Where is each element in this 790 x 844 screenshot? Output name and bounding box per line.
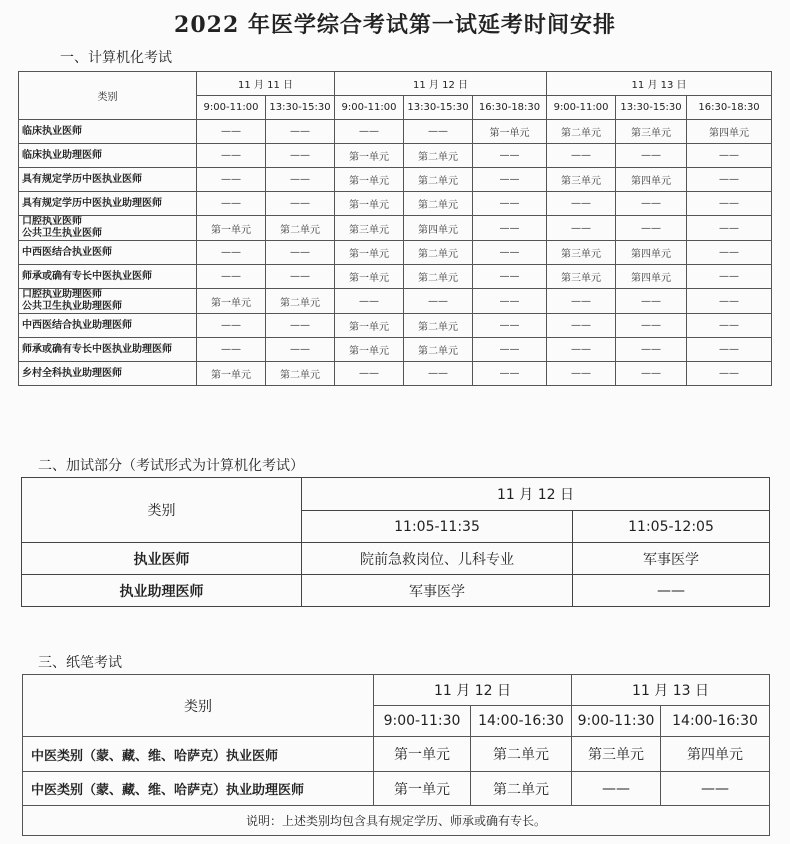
schedule-cell: 第一单元 bbox=[197, 216, 266, 241]
schedule-cell: —— bbox=[197, 338, 266, 362]
schedule-cell: —— bbox=[547, 289, 616, 314]
schedule-cell: 第一单元 bbox=[197, 362, 266, 386]
time-slot-header: 14:00-16:30 bbox=[471, 706, 572, 737]
schedule-cell: —— bbox=[197, 241, 266, 265]
section1-heading: 一、计算机化考试 bbox=[60, 50, 172, 66]
schedule-cell: —— bbox=[266, 168, 335, 192]
schedule-cell: —— bbox=[197, 120, 266, 144]
schedule-cell: 第一单元 bbox=[197, 289, 266, 314]
time-slot-header: 9:00-11:00 bbox=[197, 96, 266, 120]
schedule-cell: 第二单元 bbox=[266, 362, 335, 386]
schedule-cell: 第二单元 bbox=[471, 772, 572, 806]
table-row bbox=[22, 543, 770, 575]
computer-exam-table bbox=[18, 71, 772, 386]
schedule-cell: 第一单元 bbox=[335, 144, 404, 168]
category-cell bbox=[19, 120, 197, 144]
category-cell: 执业助理医师 bbox=[22, 575, 302, 607]
schedule-cell: —— bbox=[572, 772, 661, 806]
schedule-cell: —— bbox=[616, 216, 687, 241]
schedule-cell: —— bbox=[547, 144, 616, 168]
schedule-cell: —— bbox=[616, 289, 687, 314]
table-row bbox=[19, 216, 772, 241]
schedule-cell: —— bbox=[266, 144, 335, 168]
category-label: 中西医结合执业助理医师 bbox=[22, 319, 132, 331]
schedule-cell: —— bbox=[687, 241, 772, 265]
date-header: 11 月 12 日 bbox=[302, 478, 770, 511]
schedule-cell: —— bbox=[266, 120, 335, 144]
time-slot-header: 11:05-11:35 bbox=[302, 511, 573, 543]
date-header: 11 月 12 日 bbox=[374, 675, 572, 706]
date-header: 11 月 12 日 bbox=[335, 72, 547, 96]
schedule-cell: —— bbox=[197, 144, 266, 168]
schedule-cell: —— bbox=[547, 338, 616, 362]
footnote: 说明：上述类别均包含具有规定学历、师承或确有专长。 bbox=[23, 806, 770, 836]
table-row bbox=[19, 338, 772, 362]
schedule-cell: 第二单元 bbox=[404, 314, 473, 338]
schedule-cell: 第一单元 bbox=[335, 168, 404, 192]
schedule-cell: 第三单元 bbox=[572, 737, 661, 772]
category-cell bbox=[19, 362, 197, 386]
schedule-cell: 第二单元 bbox=[404, 168, 473, 192]
schedule-cell: —— bbox=[266, 192, 335, 216]
schedule-cell: —— bbox=[473, 168, 547, 192]
date-header: 11 月 11 日 bbox=[197, 72, 335, 96]
schedule-cell: 军事医学 bbox=[302, 575, 573, 607]
table-row bbox=[19, 144, 772, 168]
section3-heading: 三、纸笔考试 bbox=[38, 655, 122, 671]
category-cell: 中医类别（蒙、藏、维、哈萨克）执业助理医师 bbox=[23, 772, 374, 806]
time-slot-header: 14:00-16:30 bbox=[661, 706, 770, 737]
category-label: 公共卫生执业医师 bbox=[22, 228, 102, 239]
schedule-cell: —— bbox=[197, 168, 266, 192]
table-row bbox=[23, 737, 770, 772]
schedule-cell: —— bbox=[266, 265, 335, 289]
schedule-cell: —— bbox=[687, 216, 772, 241]
time-slot-header: 13:30-15:30 bbox=[616, 96, 687, 120]
time-slot-header: 11:05-12:05 bbox=[573, 511, 770, 543]
schedule-cell: —— bbox=[335, 289, 404, 314]
schedule-cell: —— bbox=[197, 314, 266, 338]
table-row bbox=[19, 192, 772, 216]
schedule-cell: 军事医学 bbox=[573, 543, 770, 575]
time-slot-header: 16:30-18:30 bbox=[687, 96, 772, 120]
time-slot-header: 16:30-18:30 bbox=[473, 96, 547, 120]
category-label: 临床执业医师 bbox=[22, 125, 82, 137]
paper-exam-table bbox=[22, 674, 770, 836]
schedule-cell: —— bbox=[473, 289, 547, 314]
category-label: 乡村全科执业助理医师 bbox=[22, 367, 122, 379]
schedule-cell: 第三单元 bbox=[547, 241, 616, 265]
schedule-cell: 第一单元 bbox=[374, 737, 471, 772]
schedule-cell: 第三单元 bbox=[547, 168, 616, 192]
table-row bbox=[19, 241, 772, 265]
category-cell bbox=[19, 192, 197, 216]
schedule-cell: 第四单元 bbox=[687, 120, 772, 144]
schedule-cell: —— bbox=[266, 338, 335, 362]
schedule-cell: 第三单元 bbox=[547, 265, 616, 289]
schedule-cell: —— bbox=[661, 772, 770, 806]
page-title: 2022 年医学综合考试第一试延考时间安排 bbox=[174, 12, 616, 38]
schedule-cell: 第二单元 bbox=[266, 216, 335, 241]
date-header: 11 月 13 日 bbox=[547, 72, 772, 96]
schedule-cell: —— bbox=[687, 265, 772, 289]
schedule-cell: —— bbox=[573, 575, 770, 607]
schedule-cell: 第二单元 bbox=[404, 144, 473, 168]
category-cell bbox=[19, 168, 197, 192]
schedule-cell: 第一单元 bbox=[335, 314, 404, 338]
schedule-cell: —— bbox=[687, 289, 772, 314]
table-row bbox=[19, 168, 772, 192]
category-label: 口腔执业医师 bbox=[22, 216, 82, 227]
category-label: 临床执业助理医师 bbox=[22, 149, 102, 161]
schedule-cell: 院前急救岗位、儿科专业 bbox=[302, 543, 573, 575]
schedule-cell: —— bbox=[687, 314, 772, 338]
time-slot-header: 13:30-15:30 bbox=[266, 96, 335, 120]
category-cell bbox=[19, 265, 197, 289]
schedule-cell: 第三单元 bbox=[335, 216, 404, 241]
table-row bbox=[19, 120, 772, 144]
table-row bbox=[19, 314, 772, 338]
category-cell bbox=[19, 289, 197, 314]
table-row bbox=[19, 265, 772, 289]
schedule-cell: 第四单元 bbox=[404, 216, 473, 241]
schedule-cell: 第四单元 bbox=[616, 265, 687, 289]
schedule-cell: 第二单元 bbox=[404, 338, 473, 362]
category-label: 具有规定学历中医执业助理医师 bbox=[22, 197, 162, 209]
schedule-cell: —— bbox=[687, 168, 772, 192]
table-row bbox=[19, 289, 772, 314]
schedule-cell: —— bbox=[404, 120, 473, 144]
schedule-cell: 第四单元 bbox=[616, 168, 687, 192]
schedule-cell: —— bbox=[687, 144, 772, 168]
category-header: 类别 bbox=[23, 675, 374, 737]
schedule-cell: —— bbox=[266, 314, 335, 338]
schedule-cell: 第二单元 bbox=[266, 289, 335, 314]
schedule-cell: —— bbox=[197, 265, 266, 289]
schedule-cell: —— bbox=[473, 314, 547, 338]
schedule-cell: —— bbox=[687, 362, 772, 386]
category-cell: 执业医师 bbox=[22, 543, 302, 575]
schedule-cell: 第一单元 bbox=[374, 772, 471, 806]
schedule-cell: —— bbox=[473, 216, 547, 241]
schedule-cell: —— bbox=[404, 362, 473, 386]
schedule-cell: —— bbox=[547, 314, 616, 338]
category-label: 公共卫生执业助理医师 bbox=[22, 301, 122, 312]
schedule-cell: 第二单元 bbox=[404, 192, 473, 216]
category-label: 口腔执业助理医师 bbox=[22, 289, 102, 300]
category-label: 师承或确有专长中医执业助理医师 bbox=[22, 343, 172, 355]
category-cell bbox=[19, 338, 197, 362]
schedule-cell: 第二单元 bbox=[404, 241, 473, 265]
schedule-cell: —— bbox=[616, 314, 687, 338]
table-row bbox=[23, 772, 770, 806]
schedule-cell: 第四单元 bbox=[616, 241, 687, 265]
category-cell bbox=[19, 144, 197, 168]
schedule-cell: —— bbox=[335, 120, 404, 144]
time-slot-header: 9:00-11:00 bbox=[547, 96, 616, 120]
schedule-cell: 第一单元 bbox=[473, 120, 547, 144]
schedule-cell: —— bbox=[616, 362, 687, 386]
schedule-cell: —— bbox=[266, 241, 335, 265]
category-cell: 中医类别（蒙、藏、维、哈萨克）执业医师 bbox=[23, 737, 374, 772]
category-header: 类别 bbox=[19, 72, 197, 120]
date-header: 11 月 13 日 bbox=[572, 675, 770, 706]
time-slot-header: 9:00-11:30 bbox=[374, 706, 471, 737]
section2-heading: 二、加试部分（考试形式为计算机化考试） bbox=[38, 458, 304, 474]
category-label: 中西医结合执业医师 bbox=[22, 246, 112, 258]
category-label: 具有规定学历中医执业医师 bbox=[22, 173, 142, 185]
additional-exam-table bbox=[21, 477, 770, 607]
table-row bbox=[19, 362, 772, 386]
schedule-cell: —— bbox=[687, 192, 772, 216]
category-header: 类别 bbox=[22, 478, 302, 543]
schedule-cell: 第一单元 bbox=[335, 192, 404, 216]
time-slot-header: 13:30-15:30 bbox=[404, 96, 473, 120]
schedule-cell: 第二单元 bbox=[404, 265, 473, 289]
schedule-cell: 第二单元 bbox=[471, 737, 572, 772]
category-label: 师承或确有专长中医执业医师 bbox=[22, 270, 152, 282]
category-cell bbox=[19, 216, 197, 241]
time-slot-header: 9:00-11:00 bbox=[335, 96, 404, 120]
schedule-cell: —— bbox=[473, 192, 547, 216]
schedule-cell: —— bbox=[547, 216, 616, 241]
schedule-cell: —— bbox=[473, 265, 547, 289]
category-cell bbox=[19, 241, 197, 265]
schedule-cell: —— bbox=[473, 241, 547, 265]
schedule-cell: —— bbox=[616, 192, 687, 216]
schedule-cell: 第一单元 bbox=[335, 265, 404, 289]
time-slot-header: 9:00-11:30 bbox=[572, 706, 661, 737]
schedule-cell: 第三单元 bbox=[616, 120, 687, 144]
schedule-cell: 第二单元 bbox=[547, 120, 616, 144]
schedule-cell: —— bbox=[547, 192, 616, 216]
schedule-cell: —— bbox=[404, 289, 473, 314]
schedule-cell: —— bbox=[335, 362, 404, 386]
schedule-cell: —— bbox=[473, 144, 547, 168]
schedule-cell: —— bbox=[687, 338, 772, 362]
schedule-cell: —— bbox=[616, 338, 687, 362]
schedule-cell: —— bbox=[473, 362, 547, 386]
schedule-cell: 第一单元 bbox=[335, 241, 404, 265]
category-cell bbox=[19, 314, 197, 338]
schedule-cell: —— bbox=[547, 362, 616, 386]
schedule-cell: —— bbox=[473, 338, 547, 362]
table-row bbox=[22, 575, 770, 607]
schedule-cell: —— bbox=[197, 192, 266, 216]
schedule-cell: 第四单元 bbox=[661, 737, 770, 772]
schedule-cell: 第一单元 bbox=[335, 338, 404, 362]
schedule-cell: —— bbox=[616, 144, 687, 168]
